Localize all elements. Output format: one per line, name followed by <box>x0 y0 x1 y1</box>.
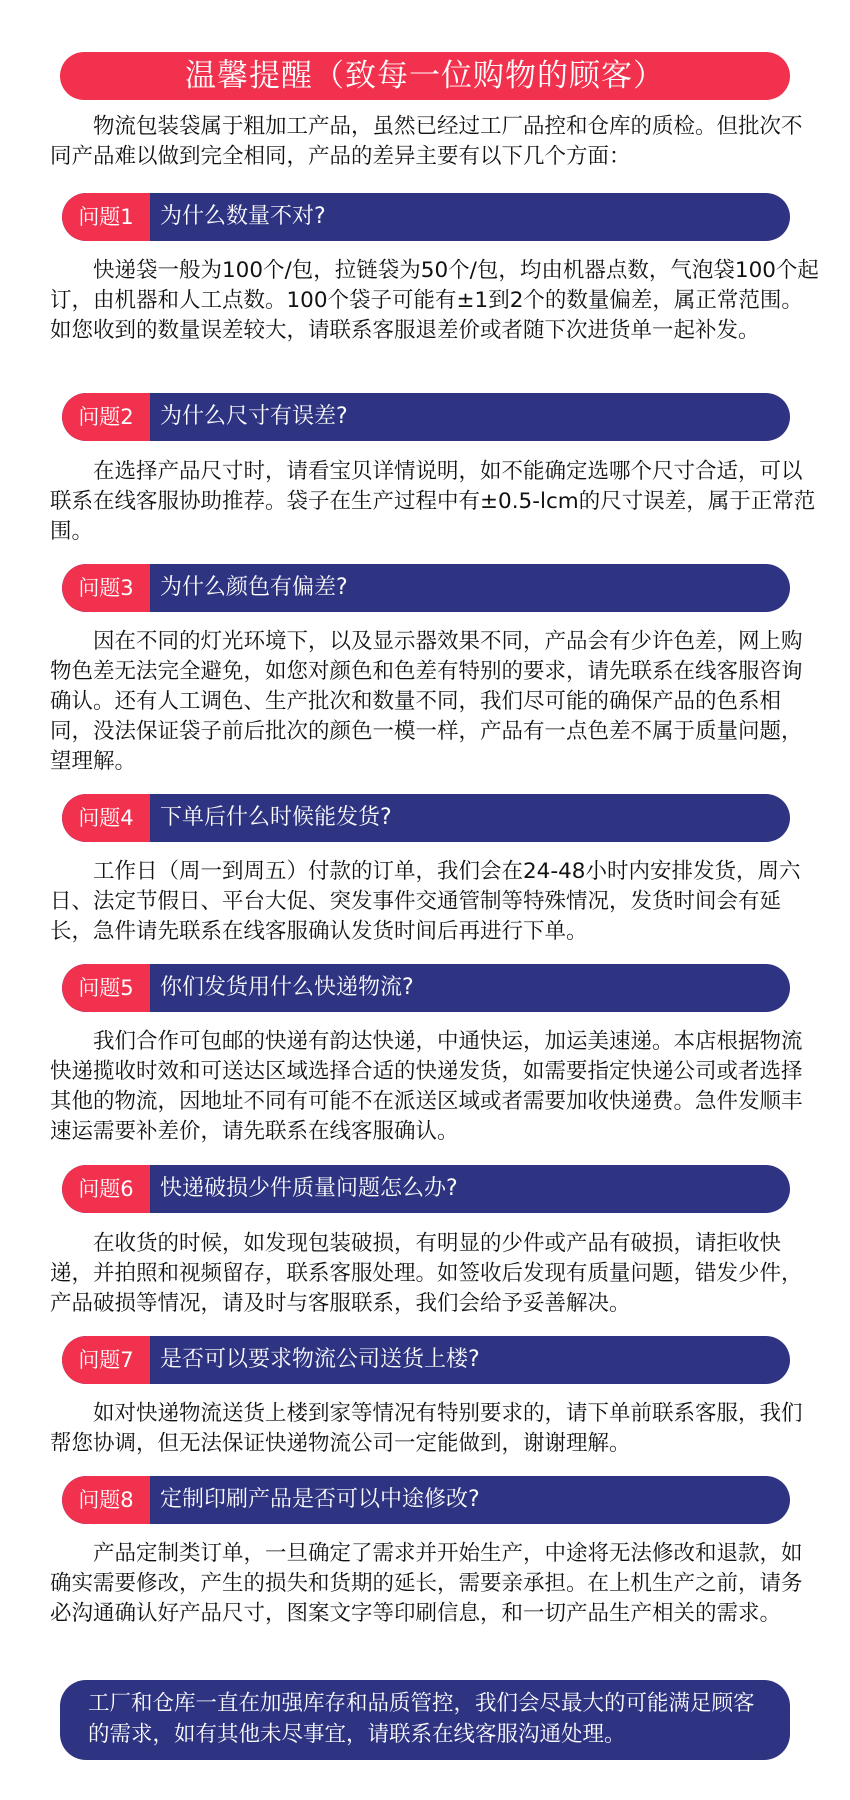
question-5-tag: 问题5 <box>62 964 150 1012</box>
question-7-title: 是否可以要求物流公司送货上楼? <box>160 1347 480 1372</box>
question-1-answer: 快递袋一般为100个/包，拉链袋为50个/包，均由机器点数，气泡袋100个起订，由机器和人工点数。100个袋子可能有±1到2个的数量偏差，属正常范围。如您收到的数量误差较大，请联系客服退差价或者随下次进货单一起补发。 <box>50 258 819 343</box>
question-8-header <box>62 1476 790 1524</box>
question-7-tag: 问题7 <box>62 1336 150 1384</box>
question-5-title: 你们发货用什么快递物流? <box>160 975 414 1000</box>
question-8-answer: 产品定制类订单，一旦确定了需求并开始生产，中途将无法修改和退款，如确实需要修改，产生的损失和货期的延长，需要亲承担。在上机生产之前，请务必沟通确认好产品尺寸，图案文字等印刷信息，和一切产品生产相关的需求。 <box>50 1541 803 1626</box>
question-2-answer: 在选择产品尺寸时，请看宝贝详情说明，如不能确定选哪个尺寸合适，可以联系在线客服协助推荐。袋子在生产过程中有±0.5-lcm的尺寸误差，属于正常范围。 <box>50 459 816 544</box>
question-6-header <box>62 1165 790 1213</box>
question-2-header <box>62 393 790 441</box>
intro-text: 物流包装袋属于粗加工产品，虽然已经过工厂品控和仓库的质检。但批次不同产品难以做到完全相同，产品的差异主要有以下几个方面： <box>50 114 803 169</box>
question-1-title: 为什么数量不对? <box>160 204 326 229</box>
question-7-answer: 如对快递物流送货上楼到家等情况有特别要求的，请下单前联系客服，我们帮您协调，但无法保证快递物流公司一定能做到，谢谢理解。 <box>50 1401 803 1456</box>
question-6-answer: 在收货的时候，如发现包装破损，有明显的少件或产品有破损，请拒收快递，并拍照和视频留存，联系客服处理。如签收后发现有质量问题，错发少件，产品破损等情况，请及时与客服联系，我们会给予妥善解决。 <box>50 1231 803 1316</box>
footer-note: 工厂和仓库一直在加强库存和品质管控，我们会尽最大的可能满足顾客的需求，如有其他未尽事宜，请联系在线客服沟通处理。 <box>60 1680 790 1760</box>
question-8-title: 定制印刷产品是否可以中途修改? <box>160 1487 480 1512</box>
question-3-answer: 因在不同的灯光环境下，以及显示器效果不同，产品会有少许色差，网上购物色差无法完全避免，如您对颜色和色差有特别的要求，请先联系在线客服咨询确认。还有人工调色、生产批次和数量不同，我们尽可能的确保产品的色系相同，没法保证袋子前后批次的颜色一模一样，产品有一点色差不属于质量问题，望理解。 <box>50 629 803 774</box>
question-4-header <box>62 794 790 842</box>
question-6-tag: 问题6 <box>62 1165 150 1213</box>
question-3-title: 为什么颜色有偏差? <box>160 575 348 600</box>
question-3-tag: 问题3 <box>62 564 150 612</box>
question-6-title: 快递破损少件质量问题怎么办? <box>160 1176 458 1201</box>
question-1-tag: 问题1 <box>62 193 150 241</box>
question-4-title: 下单后什么时候能发货? <box>160 805 392 830</box>
question-2-title: 为什么尺寸有误差? <box>160 404 348 429</box>
question-1-header <box>62 193 790 241</box>
question-3-header <box>62 564 790 612</box>
question-4-tag: 问题4 <box>62 794 150 842</box>
question-2-tag: 问题2 <box>62 393 150 441</box>
question-5-header <box>62 964 790 1012</box>
question-8-tag: 问题8 <box>62 1476 150 1524</box>
question-5-answer: 我们合作可包邮的快递有韵达快递，中通快运，加运美速递。本店根据物流快递揽收时效和可送达区域选择合适的快递发货，如需要指定快递公司或者选择其他的物流，因地址不同有可能不在派送区域或者需要加收快递费。急件发顺丰速运需要补差价，请先联系在线客服确认。 <box>50 1029 803 1144</box>
question-7-header <box>62 1336 790 1384</box>
page-title: 温馨提醒（致每一位购物的顾客） <box>60 52 790 100</box>
question-4-answer: 工作日（周一到周五）付款的订单，我们会在24-48小时内安排发货，周六日、法定节假日、平台大促、突发事件交通管制等特殊情况，发货时间会有延长，急件请先联系在线客服确认发货时间后再进行下单。 <box>50 859 801 944</box>
